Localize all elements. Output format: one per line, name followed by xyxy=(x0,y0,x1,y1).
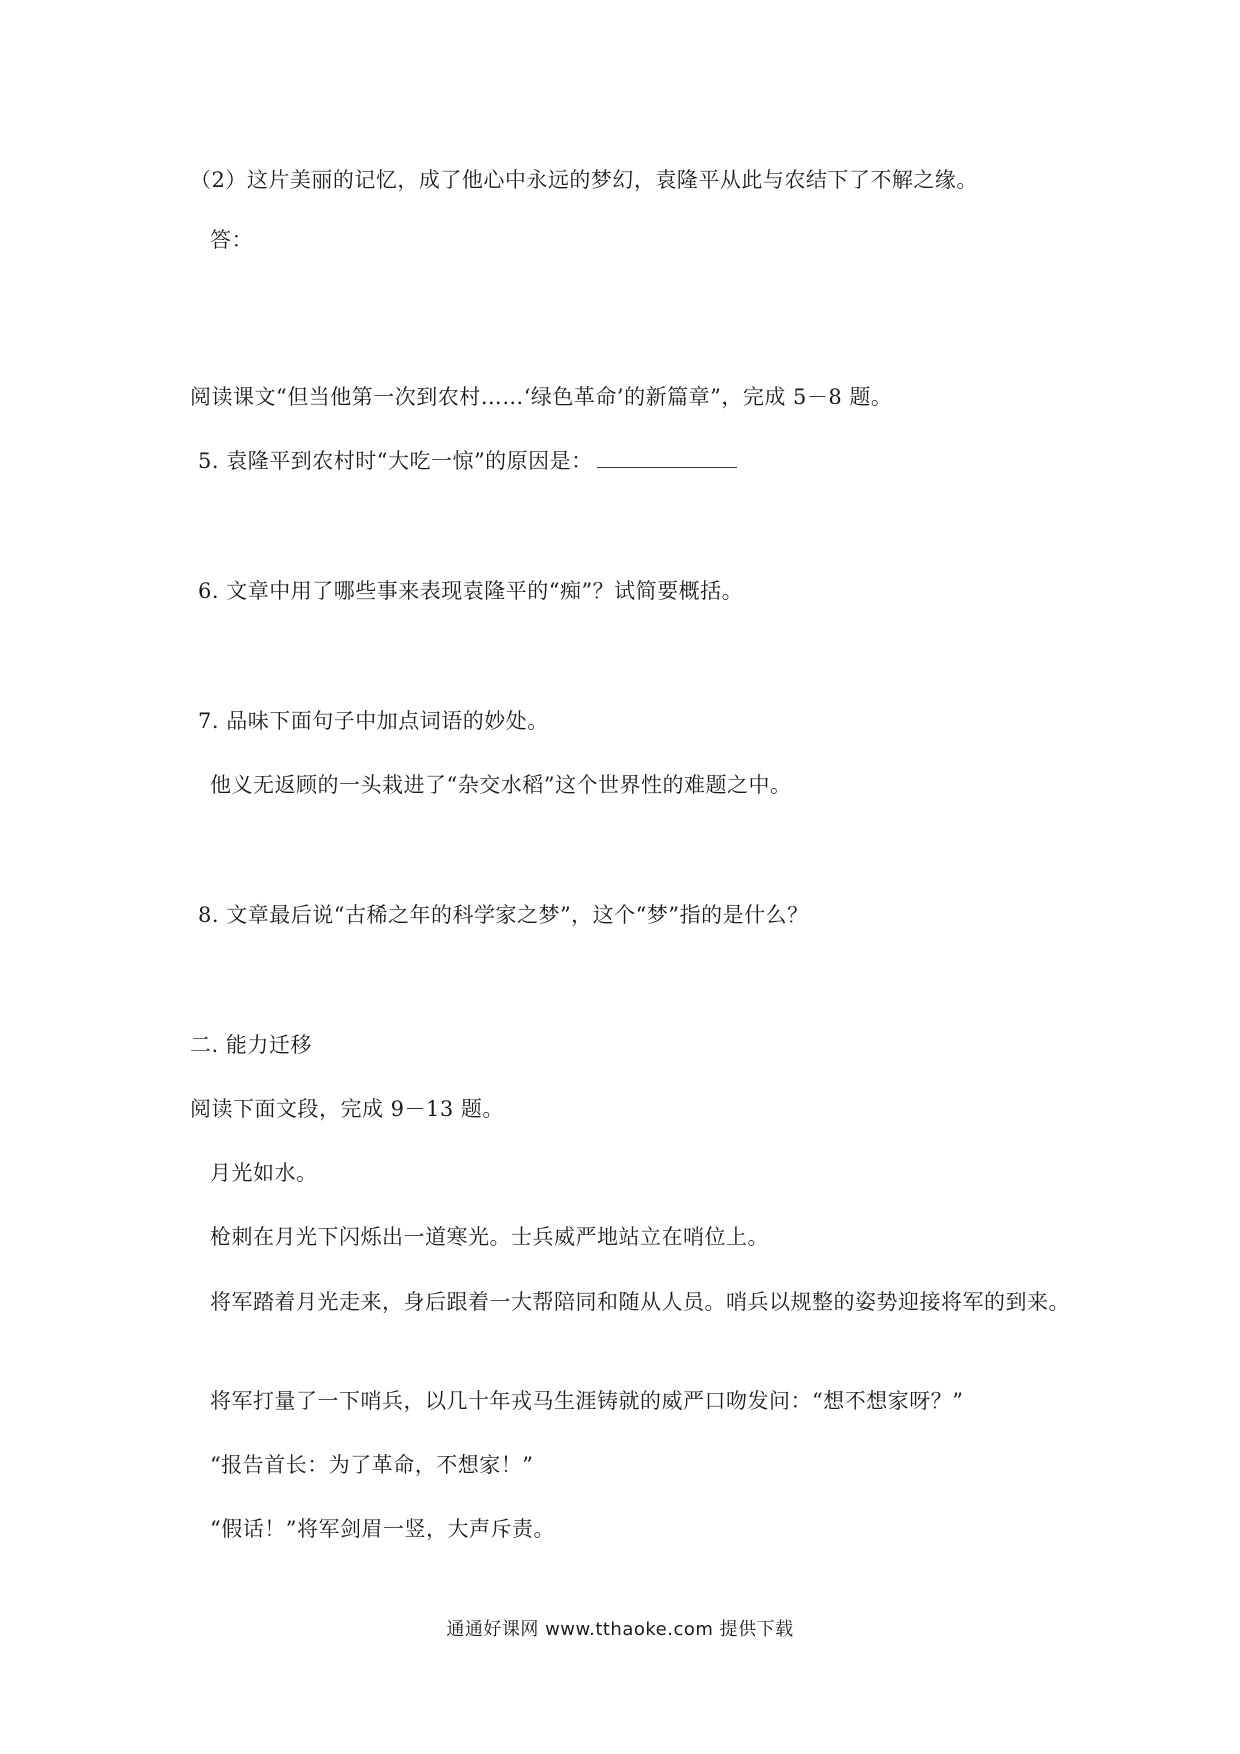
passage-paragraph: 将军打量了一下哨兵，以几十年戎马生涯铸就的威严口吻发问：“想不想家呀？” xyxy=(210,1389,964,1413)
answer-blank[interactable] xyxy=(597,445,737,468)
page-footer: 通通好课网 www.tthaoke.com 提供下载 xyxy=(446,1619,794,1640)
question-8: 8. 文章最后说“古稀之年的科学家之梦”，这个“梦”指的是什么？ xyxy=(198,903,809,927)
question-4-item-2: （2）这片美丽的记忆，成了他心中永远的梦幻，袁隆平从此与农结下了不解之缘。 xyxy=(190,168,978,192)
passage-paragraph: 枪刺在月光下闪烁出一道寒光。士兵威严地站立在哨位上。 xyxy=(210,1225,769,1249)
passage-paragraph: 将军踏着月光走来，身后跟着一大帮陪同和随从人员。哨兵以规整的姿势迎接将军的到来。 xyxy=(210,1290,1070,1314)
question-7-sentence: 他义无返顾的一头栽进了“杂交水稻”这个世界性的难题之中。 xyxy=(210,773,792,797)
question-5 xyxy=(198,444,737,478)
section-heading: 二. 能力迁移 xyxy=(190,1033,312,1057)
question-5-text: 5. 袁隆平到农村时“大吃一惊”的原因是： xyxy=(198,449,593,473)
question-7: 7. 品味下面句子中加点词语的妙处。 xyxy=(198,709,549,733)
passage-paragraph: “报告首长：为了革命，不想家！” xyxy=(210,1453,534,1477)
answer-label: 答： xyxy=(210,228,253,252)
reading-instruction-1: 阅读课文“但当他第一次到农村……‘绿色革命’的新篇章”，完成 5－8 题。 xyxy=(190,385,893,409)
reading-instruction-2: 阅读下面文段，完成 9－13 题。 xyxy=(190,1097,504,1121)
question-6: 6. 文章中用了哪些事来表现袁隆平的“痴”？试简要概括。 xyxy=(198,579,744,603)
passage-paragraph: “假话！”将军剑眉一竖，大声斥责。 xyxy=(210,1517,555,1541)
passage-paragraph: 月光如水。 xyxy=(210,1161,318,1185)
